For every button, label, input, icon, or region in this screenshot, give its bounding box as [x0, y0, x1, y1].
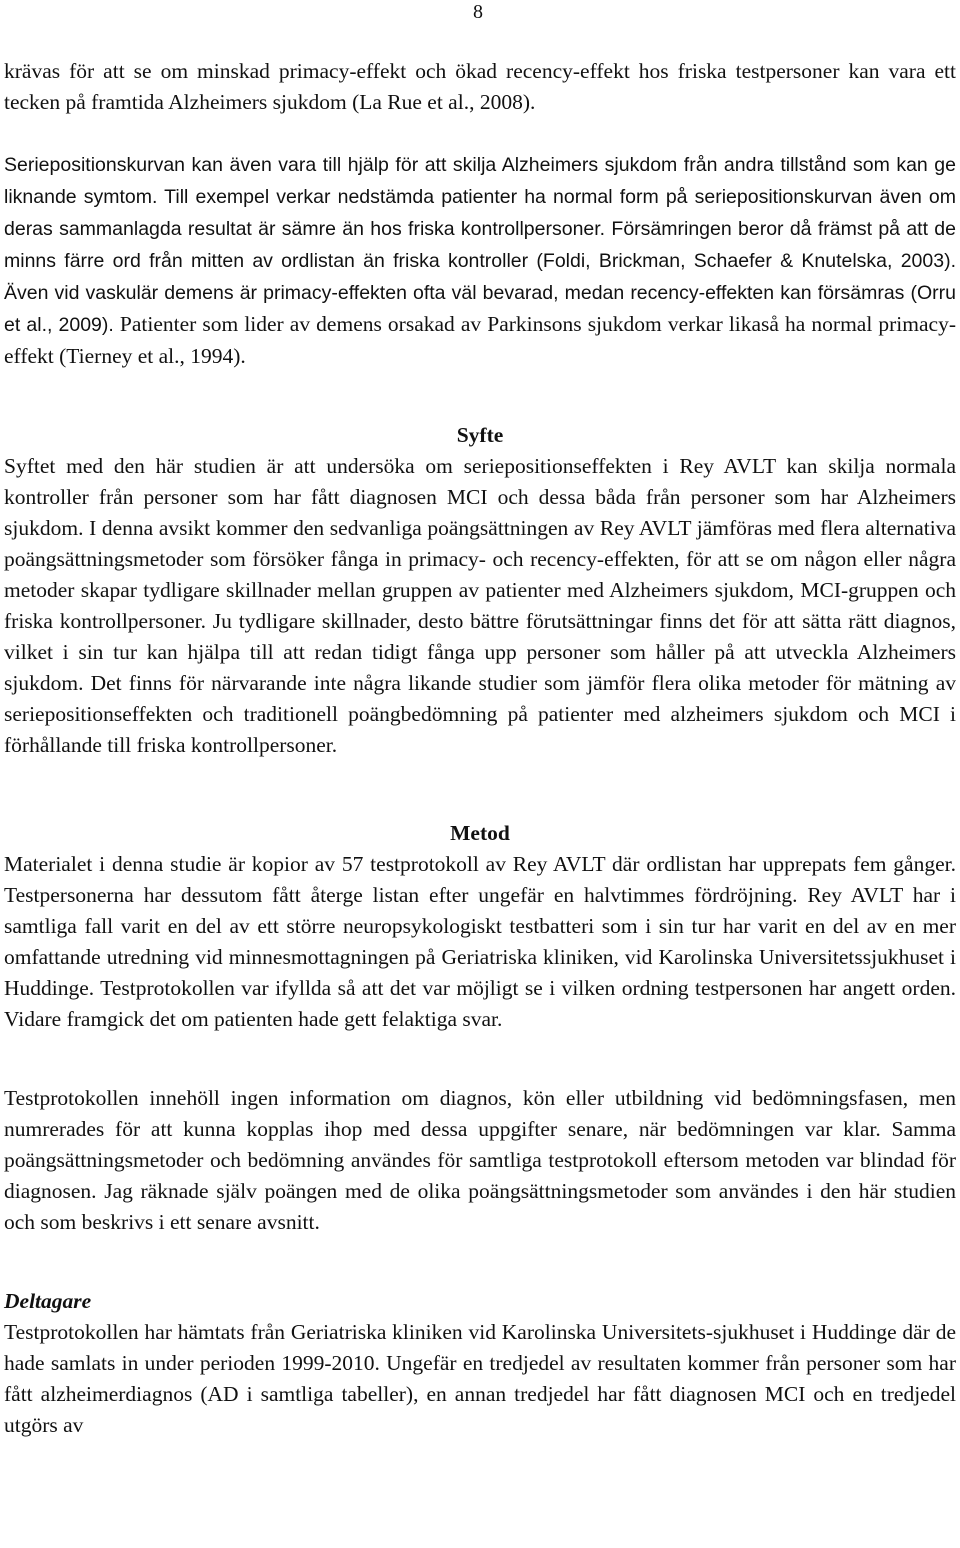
- spacer: [4, 372, 956, 420]
- paragraph-serial-position-sans: Seriepositionskurvan kan även vara till hjälp för att skilja Alzheimers sjukdom från andra tillstånd som kan ge liknande symtom. Till exempel verkar nedstämda patienter ha normal form på seriepositionskurvan även om deras sammanlagda resultat är sämre än hos friska kontrollpersoner. Försämringen beror då främst på att de minns färre ord från mitten av ordlistan än friska kontroller (Foldi, Brickman, Schaefer & Knutelska, 2003). Även vid vaskulär demens är primacy-effekten ofta väl bevarad, medan recency-effekten kan försämras (Orru et al., 2009).: [4, 154, 956, 336]
- paragraph-intro: krävas för att se om minskad primacy-effekt och ökad recency-effekt hos friska testpersoner kan vara ett tecken på framtida Alzheimers sjukdom (La Rue et al., 2008).: [4, 59, 956, 114]
- paragraph-serial-position: [4, 149, 956, 372]
- spacer: [4, 1035, 956, 1083]
- paragraph-metod-protocol: Testprotokollen innehöll ingen information om diagnos, kön eller utbildning vid bedömningsfasen, men numrerades för att kunna kopplas ihop med dessa uppgifter senare, när bedömningen var klar. Samma poängsättningsmetoder och bedömning användes för samtliga testprotokoll eftersom metoden var blindad för diagnosen. Jag räknade själv poängen med de olika poängsättningsmetoder som användes i den här studien och som beskrivs i ett senare avsnitt.: [4, 1086, 956, 1234]
- paragraph-syfte: Syftet med den här studien är att undersöka om seriepositionseffekten i Rey AVLT kan skilja normala kontroller från personer som har fått diagnosen MCI och dessa båda från personer som har Alzheimers sjukdom. I denna avsikt kommer den sedvanliga poängsättningen av Rey AVLT jämföras med flera alternativa poängsättningsmetoder som försöker fånga in primacy- och recency-effekten, för att se om någon eller några metoder skapar tydligare skillnader mellan gruppen av patienter med Alzheimers sjukdom, MCI-gruppen och friska kontrollpersoner. Ju tydligare skillnader, desto bättre förutsättningar finns det för att sätta rätt diagnos, vilket i sin tur kan hjälpa till att redan tidigt fånga upp personer som håller på att utveckla Alzheimers sjukdom. Det finns för närvarande inte några likande studier som jämför flera olika metoder för mätning av seriepositionseffekten och traditionell poängbedömning på patienter med alzheimers sjukdom och MCI i förhållande till friska kontrollpersoner.: [4, 454, 956, 757]
- paragraph-metod-material: Materialet i denna studie är kopior av 57 testprotokoll av Rey AVLT där ordlistan har upprepats fem gånger. Testpersonerna har dessutom fått återge listan efter ungefär en halvtimmes fördröjning. Rey AVLT har i samtliga fall varit en del av ett större neuropsykologiskt testbatteri som i sin tur har varit en del av en mer omfattande utredning vid minnesmottagningen på Geriatriska kliniken, vid Karolinska Universitetssjukhuset i Huddinge. Testprotokollen var ifyllda så att det var möjligt se i vilken ordning testpersonen har angett orden. Vidare framgick det om patienten hade gett felaktiga svar.: [4, 852, 956, 1031]
- spacer: [4, 761, 956, 818]
- section-heading-metod: Metod: [450, 821, 510, 845]
- page-number: 8: [473, 1, 483, 23]
- paragraph-deltagare: Testprotokollen har hämtats från Geriatriska kliniken vid Karolinska Universitets-sjukhuset i Huddinge där de hade samlats in under perioden 1999-2010. Ungefär en tredjedel av resultaten kommer från personer som har fått alzheimerdiagnos (AD i samtliga tabeller), en annan tredjedel har fått diagnosen MCI och en tredjedel utgörs av: [4, 1320, 956, 1437]
- spacer: [4, 118, 956, 149]
- spacer: [4, 1238, 956, 1286]
- subsection-heading-deltagare: Deltagare: [4, 1289, 92, 1313]
- document-body: [4, 56, 956, 1441]
- section-heading-syfte: Syfte: [456, 423, 504, 447]
- paragraph-serial-position-serif: Patienter som lider av demens orsakad av Parkinsons sjukdom verkar likaså ha normal primacy-effekt (Tierney et al., 1994).: [4, 312, 957, 368]
